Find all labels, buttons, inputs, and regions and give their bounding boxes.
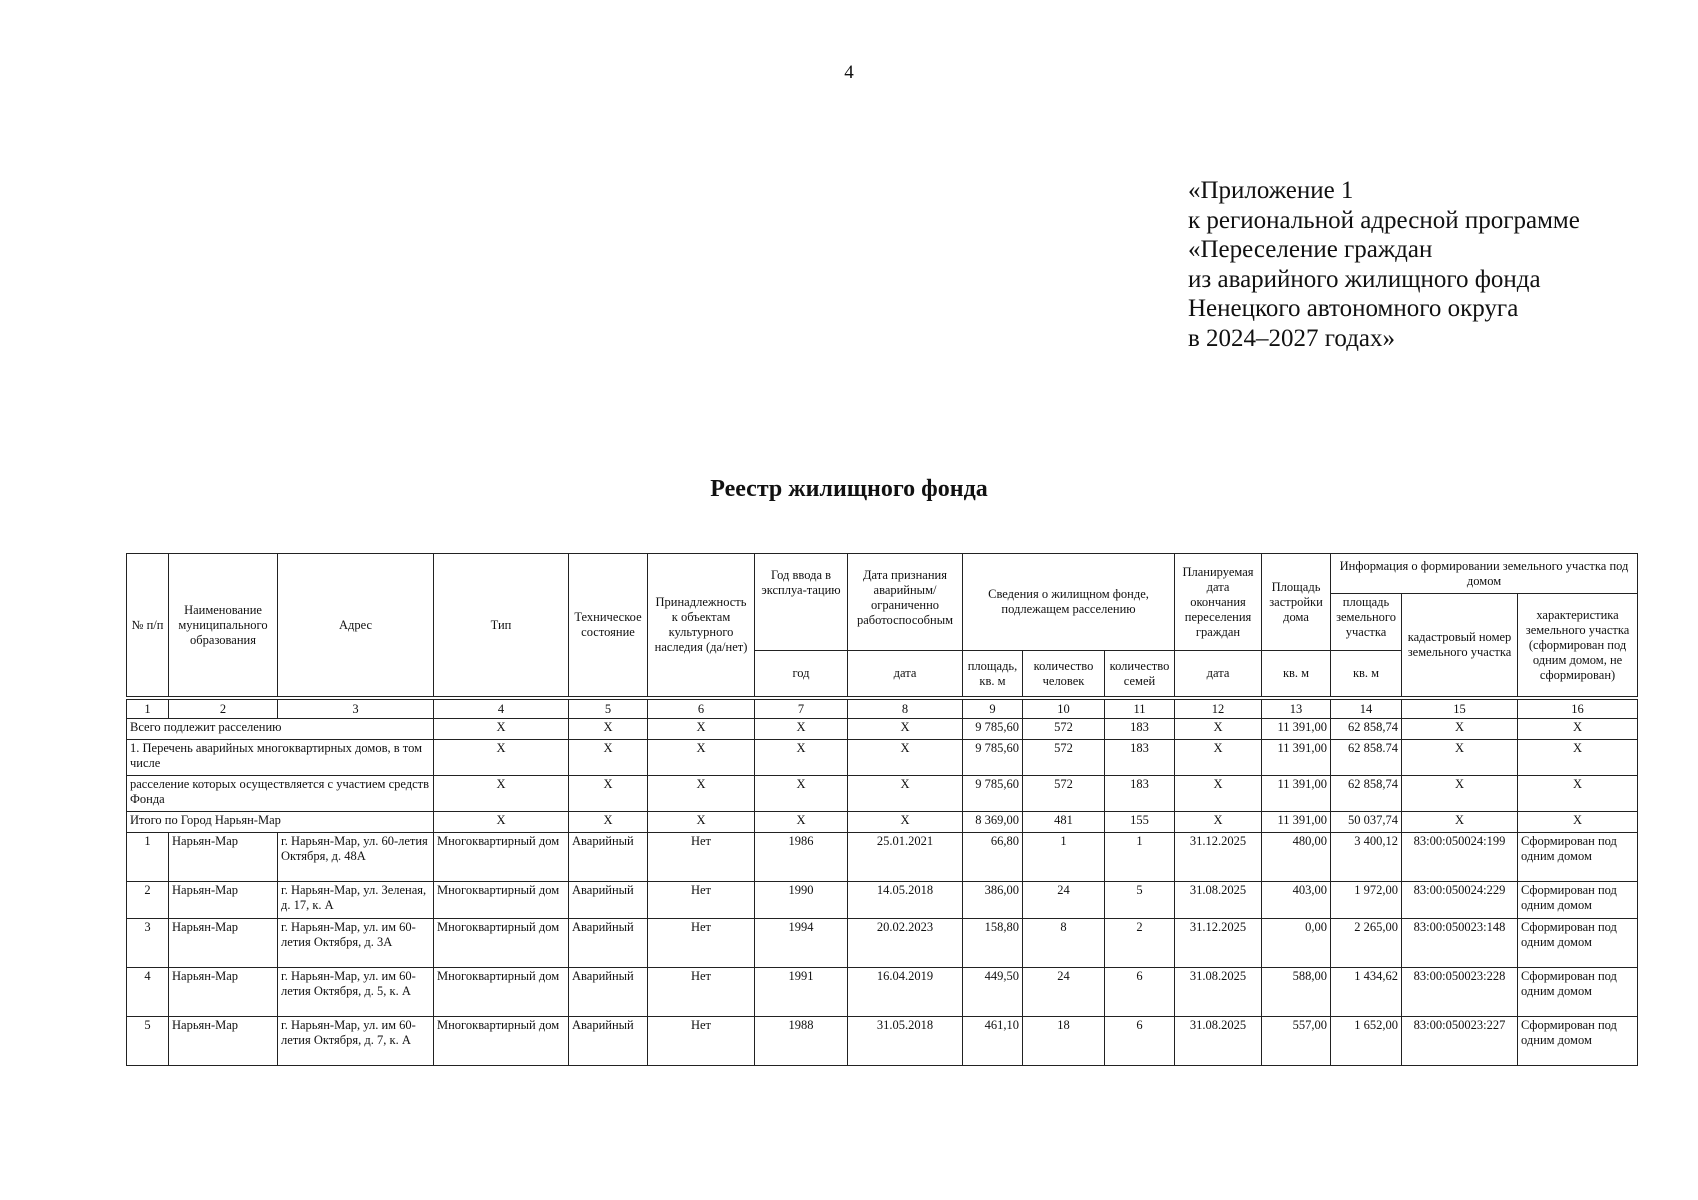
summary-row xyxy=(127,776,1638,812)
house-planned-date: 31.12.2025 xyxy=(1175,919,1262,968)
summary-cell: Х xyxy=(434,719,569,740)
header-date-sub: дата xyxy=(848,651,963,697)
housing-registry-table xyxy=(126,553,1638,1066)
summary-cell: Х xyxy=(1402,719,1518,740)
summary-cell: Х xyxy=(1402,812,1518,833)
header-recognition-date: Дата признания аварийным/ ограниченно работоспособным xyxy=(848,554,963,651)
table-body xyxy=(127,697,1638,1066)
house-land-area: 1 652,00 xyxy=(1331,1017,1402,1066)
summary-cell: Х xyxy=(569,812,648,833)
column-number: 16 xyxy=(1518,700,1638,719)
house-people: 18 xyxy=(1023,1017,1105,1066)
header-heritage: Принадлежность к объектам культурного наследия (да/нет) xyxy=(648,554,755,697)
summary-families: 155 xyxy=(1105,812,1175,833)
house-families: 6 xyxy=(1105,1017,1175,1066)
house-recognition-date: 16.04.2019 xyxy=(848,968,963,1017)
header-address: Адрес xyxy=(278,554,434,697)
house-recognition-date: 31.05.2018 xyxy=(848,1017,963,1066)
column-number: 14 xyxy=(1331,700,1402,719)
header-families: количество семей xyxy=(1105,651,1175,697)
column-number-row xyxy=(127,700,1638,719)
house-type: Многоквартирный дом xyxy=(434,833,569,882)
summary-families: 183 xyxy=(1105,776,1175,812)
summary-families: 183 xyxy=(1105,740,1175,776)
appendix-line: в 2024–2027 годах» xyxy=(1188,324,1396,352)
summary-cell: Х xyxy=(1518,740,1638,776)
summary-cell: Х xyxy=(569,776,648,812)
house-heritage: Нет xyxy=(648,1017,755,1066)
house-people: 8 xyxy=(1023,919,1105,968)
summary-cell: Х xyxy=(848,776,963,812)
column-number: 7 xyxy=(755,700,848,719)
house-heritage: Нет xyxy=(648,882,755,919)
header-planned-date-sub: дата xyxy=(1175,651,1262,697)
house-families: 1 xyxy=(1105,833,1175,882)
house-cadastral: 83:00:050023:227 xyxy=(1402,1017,1518,1066)
house-cadastral: 83:00:050023:228 xyxy=(1402,968,1518,1017)
summary-label: 1. Перечень аварийных многоквартирных домов, в том числе xyxy=(127,740,434,776)
house-planned-date: 31.08.2025 xyxy=(1175,1017,1262,1066)
summary-cell: Х xyxy=(434,812,569,833)
house-cadastral: 83:00:050024:229 xyxy=(1402,882,1518,919)
summary-cell: Х xyxy=(648,719,755,740)
column-number: 11 xyxy=(1105,700,1175,719)
house-num: 1 xyxy=(127,833,169,882)
summary-build-area: 11 391,00 xyxy=(1262,719,1331,740)
house-type: Многоквартирный дом xyxy=(434,919,569,968)
house-type: Многоквартирный дом xyxy=(434,968,569,1017)
house-people: 1 xyxy=(1023,833,1105,882)
house-num: 4 xyxy=(127,968,169,1017)
house-year: 1990 xyxy=(755,882,848,919)
house-heritage: Нет xyxy=(648,833,755,882)
summary-cell: Х xyxy=(755,740,848,776)
summary-cell: Х xyxy=(1175,740,1262,776)
column-number: 1 xyxy=(127,700,169,719)
house-year: 1994 xyxy=(755,919,848,968)
summary-build-area: 11 391,00 xyxy=(1262,812,1331,833)
header-municipality: Наименование муниципального образования xyxy=(169,554,278,697)
house-land-characteristic: Сформирован под одним домом xyxy=(1518,968,1638,1017)
house-address: г. Нарьян-Мар, ул. им 60-летия Октября, д. 3А xyxy=(278,919,434,968)
house-address: г. Нарьян-Мар, ул. им 60-летия Октября, д. 5, к. А xyxy=(278,968,434,1017)
house-people: 24 xyxy=(1023,968,1105,1017)
house-planned-date: 31.08.2025 xyxy=(1175,968,1262,1017)
summary-land-area: 50 037,74 xyxy=(1331,812,1402,833)
house-recognition-date: 14.05.2018 xyxy=(848,882,963,919)
house-families: 2 xyxy=(1105,919,1175,968)
summary-cell: Х xyxy=(569,740,648,776)
summary-area: 9 785,60 xyxy=(963,740,1023,776)
house-tech-state: Аварийный xyxy=(569,833,648,882)
house-cadastral: 83:00:050023:148 xyxy=(1402,919,1518,968)
summary-people: 572 xyxy=(1023,740,1105,776)
house-land-area: 3 400,12 xyxy=(1331,833,1402,882)
house-municipality: Нарьян-Мар xyxy=(169,968,278,1017)
house-municipality: Нарьян-Мар xyxy=(169,882,278,919)
table-row xyxy=(127,1017,1638,1066)
house-land-characteristic: Сформирован под одним домом xyxy=(1518,833,1638,882)
house-land-characteristic: Сформирован под одним домом xyxy=(1518,1017,1638,1066)
summary-build-area: 11 391,00 xyxy=(1262,740,1331,776)
summary-cell: Х xyxy=(1402,776,1518,812)
summary-build-area: 11 391,00 xyxy=(1262,776,1331,812)
appendix-line: к региональной адресной программе xyxy=(1188,206,1580,234)
table-row xyxy=(127,968,1638,1017)
header-land-info: Информация о формировании земельного участка под домом xyxy=(1331,554,1638,594)
house-heritage: Нет xyxy=(648,919,755,968)
summary-cell: Х xyxy=(848,812,963,833)
summary-row xyxy=(127,812,1638,833)
house-address: г. Нарьян-Мар, ул. 60-летия Октября, д. 48А xyxy=(278,833,434,882)
table-row xyxy=(127,882,1638,919)
house-land-area: 1 434,62 xyxy=(1331,968,1402,1017)
page-number: 4 xyxy=(844,62,854,83)
header-tech-state: Техническое состояние xyxy=(569,554,648,697)
summary-cell: Х xyxy=(434,776,569,812)
column-number: 2 xyxy=(169,700,278,719)
summary-cell: Х xyxy=(755,719,848,740)
column-number: 15 xyxy=(1402,700,1518,719)
house-area: 386,00 xyxy=(963,882,1023,919)
header-build-area: Площадь застройки дома xyxy=(1262,554,1331,651)
house-families: 5 xyxy=(1105,882,1175,919)
header-type: Тип xyxy=(434,554,569,697)
column-number: 10 xyxy=(1023,700,1105,719)
table-header xyxy=(127,554,1638,697)
house-build-area: 588,00 xyxy=(1262,968,1331,1017)
house-year: 1991 xyxy=(755,968,848,1017)
house-recognition-date: 25.01.2021 xyxy=(848,833,963,882)
house-tech-state: Аварийный xyxy=(569,919,648,968)
summary-label: расселение которых осуществляется с участием средств Фонда xyxy=(127,776,434,812)
house-planned-date: 31.12.2025 xyxy=(1175,833,1262,882)
header-land-area-sub: кв. м xyxy=(1331,651,1402,697)
summary-land-area: 62 858,74 xyxy=(1331,776,1402,812)
header-planned-date: Планируемая дата окончания переселения граждан xyxy=(1175,554,1262,651)
house-people: 24 xyxy=(1023,882,1105,919)
header-cadastral: кадастровый номер земельного участка xyxy=(1402,594,1518,697)
house-build-area: 557,00 xyxy=(1262,1017,1331,1066)
summary-cell: Х xyxy=(1518,776,1638,812)
table-row xyxy=(127,919,1638,968)
summary-cell: Х xyxy=(648,740,755,776)
summary-cell: Х xyxy=(755,812,848,833)
appendix-line: «Приложение 1 xyxy=(1188,177,1354,204)
house-land-characteristic: Сформирован под одним домом xyxy=(1518,882,1638,919)
house-num: 5 xyxy=(127,1017,169,1066)
house-year: 1988 xyxy=(755,1017,848,1066)
summary-people: 572 xyxy=(1023,776,1105,812)
summary-people: 481 xyxy=(1023,812,1105,833)
house-num: 3 xyxy=(127,919,169,968)
house-cadastral: 83:00:050024:199 xyxy=(1402,833,1518,882)
summary-label: Итого по Город Нарьян-Мар xyxy=(127,812,434,833)
appendix-block xyxy=(1188,176,1580,353)
summary-cell: Х xyxy=(1175,776,1262,812)
summary-cell: Х xyxy=(848,719,963,740)
summary-cell: Х xyxy=(1518,719,1638,740)
column-number: 6 xyxy=(648,700,755,719)
column-number: 3 xyxy=(278,700,434,719)
column-number: 8 xyxy=(848,700,963,719)
house-address: г. Нарьян-Мар, ул. им 60-летия Октября, д. 7, к. А xyxy=(278,1017,434,1066)
house-area: 66,80 xyxy=(963,833,1023,882)
house-municipality: Нарьян-Мар xyxy=(169,1017,278,1066)
house-tech-state: Аварийный xyxy=(569,1017,648,1066)
header-land-characteristic: характеристика земельного участка (сформирован под одним домом, не сформирован) xyxy=(1518,594,1638,697)
header-people: количество человек xyxy=(1023,651,1105,697)
house-build-area: 403,00 xyxy=(1262,882,1331,919)
summary-cell: Х xyxy=(648,812,755,833)
summary-area: 9 785,60 xyxy=(963,776,1023,812)
house-land-area: 2 265,00 xyxy=(1331,919,1402,968)
column-number: 9 xyxy=(963,700,1023,719)
column-number: 13 xyxy=(1262,700,1331,719)
header-fund-info: Сведения о жилищном фонде, подлежащем расселению xyxy=(963,554,1175,651)
table-row xyxy=(127,833,1638,882)
house-year: 1986 xyxy=(755,833,848,882)
column-number: 4 xyxy=(434,700,569,719)
house-tech-state: Аварийный xyxy=(569,968,648,1017)
house-type: Многоквартирный дом xyxy=(434,882,569,919)
house-area: 461,10 xyxy=(963,1017,1023,1066)
column-number: 12 xyxy=(1175,700,1262,719)
house-municipality: Нарьян-Мар xyxy=(169,833,278,882)
document-title: Реестр жилищного фонда xyxy=(710,476,988,502)
house-planned-date: 31.08.2025 xyxy=(1175,882,1262,919)
summary-cell: Х xyxy=(848,740,963,776)
house-build-area: 480,00 xyxy=(1262,833,1331,882)
summary-area: 9 785,60 xyxy=(963,719,1023,740)
house-heritage: Нет xyxy=(648,968,755,1017)
house-area: 158,80 xyxy=(963,919,1023,968)
house-land-characteristic: Сформирован под одним домом xyxy=(1518,919,1638,968)
header-land-area: площадь земельного участка xyxy=(1331,594,1402,651)
summary-row xyxy=(127,740,1638,776)
summary-cell: Х xyxy=(755,776,848,812)
summary-cell: Х xyxy=(569,719,648,740)
appendix-line: из аварийного жилищного фонда xyxy=(1188,265,1541,293)
summary-cell: Х xyxy=(434,740,569,776)
house-build-area: 0,00 xyxy=(1262,919,1331,968)
summary-people: 572 xyxy=(1023,719,1105,740)
house-num: 2 xyxy=(127,882,169,919)
appendix-line: Ненецкого автономного округа xyxy=(1188,295,1519,322)
house-families: 6 xyxy=(1105,968,1175,1017)
header-area: площадь, кв. м xyxy=(963,651,1023,697)
house-area: 449,50 xyxy=(963,968,1023,1017)
column-number: 5 xyxy=(569,700,648,719)
summary-land-area: 62 858,74 xyxy=(1331,719,1402,740)
house-tech-state: Аварийный xyxy=(569,882,648,919)
summary-label: Всего подлежит расселению xyxy=(127,719,434,740)
summary-land-area: 62 858.74 xyxy=(1331,740,1402,776)
header-year: Год ввода в эксплуа-тацию xyxy=(755,554,848,651)
summary-cell: Х xyxy=(1518,812,1638,833)
summary-cell: Х xyxy=(1402,740,1518,776)
summary-row xyxy=(127,719,1638,740)
header-year-sub: год xyxy=(755,651,848,697)
house-address: г. Нарьян-Мар, ул. Зеленая, д. 17, к. А xyxy=(278,882,434,919)
summary-area: 8 369,00 xyxy=(963,812,1023,833)
house-municipality: Нарьян-Мар xyxy=(169,919,278,968)
house-type: Многоквартирный дом xyxy=(434,1017,569,1066)
appendix-line: «Переселение граждан xyxy=(1188,236,1433,263)
summary-cell: Х xyxy=(1175,812,1262,833)
summary-cell: Х xyxy=(648,776,755,812)
summary-families: 183 xyxy=(1105,719,1175,740)
header-num: № п/п xyxy=(127,554,169,697)
house-recognition-date: 20.02.2023 xyxy=(848,919,963,968)
header-build-area-sub: кв. м xyxy=(1262,651,1331,697)
house-land-area: 1 972,00 xyxy=(1331,882,1402,919)
summary-cell: Х xyxy=(1175,719,1262,740)
